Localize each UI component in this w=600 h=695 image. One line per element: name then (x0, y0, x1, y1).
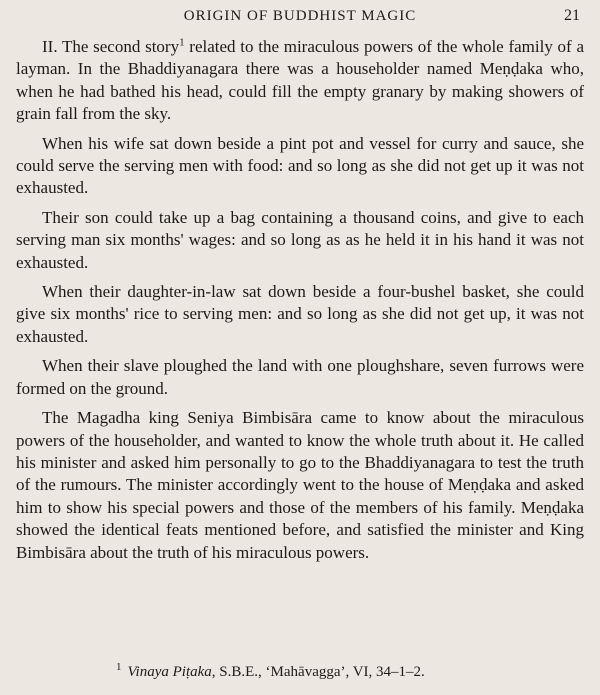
paragraph-3: Their son could take up a bag containing a thousand coins, and give to each serving man six months' wages: and so long as as he held it in his hand it was not exhausted. (16, 207, 584, 272)
footnote (116, 661, 425, 681)
page-number: 21 (564, 7, 580, 24)
running-head (16, 8, 584, 30)
footnote-title: Vinaya Piṭaka (127, 664, 212, 680)
running-title: ORIGIN OF BUDDHIST MAGIC (183, 8, 417, 24)
paragraph-5: When their slave ploughed the land with one ploughshare, seven furrows were formed on the ground. (16, 356, 584, 398)
paragraph-2: When his wife sat down beside a pint pot and vessel for curry and sauce, she could serve the serving men with food: and so long as she did not get up it was not exhausted. (16, 133, 584, 198)
paragraph-1 (16, 36, 584, 126)
body-text (16, 36, 584, 564)
footnote-citation: , S.B.E., ‘Mahāvagga’, VI, 34–1–2. (211, 664, 425, 680)
paragraph-1-rest: related to the miraculous powers of the whole family of a layman. In the Bhaddiyanagara there was a householder named Meṇḍaka who, when he had bathed his head, could fill the empty granary by making showers of grain fall from the sky. (16, 37, 584, 124)
paragraph-6: The Magadha king Seniya Bimbisāra came to know about the miraculous powers of the householder, and wanted to know the whole truth about it. He called his minister and asked him personally to go to the Bhaddiyanagara to test the truth of the rumours. The minister accordingly went to the house of Meṇḍaka and asked him to show his special powers and those of the members of his family. Meṇḍaka showed the identical feats mentioned before, and satisfied the minister and King Bimbisāra about the truth of his miraculous powers. (16, 408, 584, 562)
footnote-number: 1 (116, 661, 122, 673)
footnote-reference: 1 (179, 36, 185, 49)
paragraph-1-lead: II. The second story (42, 37, 180, 56)
paragraph-4: When their daughter-in-law sat down beside a four-bushel basket, she could give six months' rice to serving men: and so long as she did not get up, it was not exhausted. (16, 282, 584, 346)
